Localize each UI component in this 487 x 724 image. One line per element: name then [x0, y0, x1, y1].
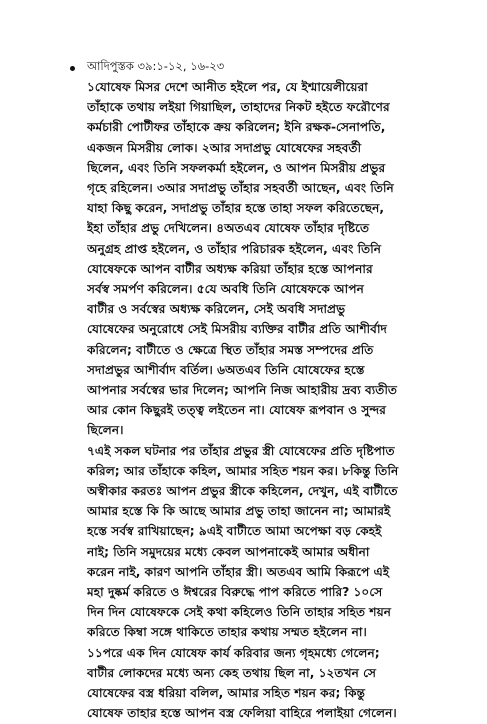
text-line: যোষেফের অনুরোধে সেই মিসরীয় ব্যক্তির বাটীর প্রতি আশীর্বাদ	[87, 322, 387, 337]
text-line: সদাপ্রভুর আশীর্বাদ বর্তিল। ৬অতএব তিনি যোষেফের হস্তে	[87, 362, 365, 377]
text-line: বাটীর ও সর্বস্বের অধ্যক্ষ করিলেন, সেই অবধি সদাপ্রভু	[87, 302, 346, 317]
text-line: দিন দিন যোষেফকে সেই কথা কহিলেও তিনি তাহার সহিত শয়ন	[87, 605, 392, 620]
text-line: ১যোষেফ মিসর দেশে আনীত হইলে পর, যে ইশ্মায়েলীয়েরা	[87, 80, 368, 94]
text-line: যোষেফ তাহার হস্তে আপন বস্ত্র ফেলিয়া বাহিরে পলাইয়া গেলেন।	[87, 706, 397, 721]
text-line: হস্তে সর্বস্ব রাখিয়াছেন; ৯এই বাটীতে আমা অপেক্ষা বড় কেহই	[87, 524, 382, 539]
text-line: সর্বস্ব সমর্পণ করিলেন। ৫যে অবধি তিনি যোষেফকে আপন	[87, 282, 364, 297]
text-line: ৭এই সকল ঘটনার পর তাঁহার প্রভুর স্ত্রী যোষেফের প্রতি দৃষ্টিপাত	[87, 443, 395, 458]
text-line: আর কোন কিছুরই তত্ত্ব লইতেন না। যোষেফ রূপবান ও সুন্দর	[87, 403, 386, 418]
text-line: ইহা তাঁহার প্রভু দেখিলেন। ৪অতএব যোষেফ তাঁহার দৃষ্টিতে	[87, 221, 370, 236]
text-line: বাটীর লোকদের মধ্যে অন্য কেহ তথায় ছিল না, ১২তখন সে	[87, 665, 377, 680]
text-line: ছিলেন।	[87, 423, 124, 438]
text-line: যোষেফের বস্ত্র ধরিয়া বলিল, আমার সহিত শয়ন কর; কিন্তু	[87, 686, 366, 701]
text-line: করিল; আর তাঁহাকে কহিল, আমার সহিত শয়ন কর। ৮কিন্তু তিনি	[87, 463, 399, 478]
text-line: অনুগ্রহ প্রাপ্ত হইলেন, ও তাঁহার পরিচারক হইলেন, এবং তিনি	[87, 241, 381, 256]
text-line: আপনার সর্বস্বের ভার দিলেন; আপনি নিজ আহারীয় দ্রব্য ব্যতীত	[87, 383, 398, 398]
passage-body	[87, 77, 453, 724]
text-line: যাহা কিছু করেন, সদাপ্রভু তাঁহার হস্তে তাহা সফল করিতেছেন,	[87, 201, 385, 216]
bullet-icon	[70, 66, 75, 71]
text-line: যোষেফকে আপন বাটীর অধ্যক্ষ করিয়া তাঁহার হস্তে আপনার	[87, 261, 373, 276]
text-line: করিলেন; বাটীতে ও ক্ষেত্রে স্থিত তাঁহার সমস্ত সম্পদের প্রতি	[87, 342, 374, 357]
text-line: করিতে কিম্বা সঙ্গে থাকিতে তাহার কথায় সম্মত হইলেন না।	[87, 625, 367, 640]
text-line: তাঁহাকে তথায় লইয়া গিয়াছিল, তাহাদের নিকট হইতে ফরৌণের	[87, 100, 390, 115]
text-line: ১১পরে এক দিন যোষেফ কার্য করিবার জন্য গৃহমধ্যে গেলেন;	[87, 645, 380, 660]
text-line: একজন মিসরীয় লোক। ২আর সদাপ্রভু যোষেফের সহবর্তী	[87, 140, 362, 155]
text-line: মহা দুষ্কর্ম করিতে ও ঈশ্বরের বিরুদ্ধে পাপ করিতে পারি? ১০সে	[87, 585, 383, 600]
text-line: ছিলেন, এবং তিনি সফলকর্মা হইলেন, ও আপন মিসরীয় প্রভুর	[87, 160, 386, 175]
text-line: করেন নাই, কারণ আপনি তাঁহার স্ত্রী। অতএব আমি কিরূপে এই	[87, 564, 390, 579]
text-line: কর্মচারী পোটীফর তাঁহাকে ক্রয় করিলেন; ইনি রক্ষক-সেনাপতি,	[87, 120, 386, 135]
passage-reference: আদিপুস্তক ৩৯:১-১২, ১৬-২৩	[87, 59, 225, 73]
paragraph	[87, 77, 453, 441]
paragraph	[87, 441, 453, 724]
text-line: আমার হস্তে কি কি আছে আমার প্রভু তাহা জানেন না; আমারই	[87, 504, 391, 519]
text-line: নাই; তিনি সমুদয়ের মধ্যে কেবল আপনাকেই আমার অধীনা	[87, 544, 370, 559]
text-line: গৃহে রহিলেন। ৩আর সদাপ্রভু তাঁহার সহবর্তী আছেন, এবং তিনি	[87, 181, 394, 196]
text-line: অস্বীকার করতঃ আপন প্রভুর স্ত্রীকে কহিলেন, দেখুন, এই বাটীতে	[87, 484, 398, 499]
